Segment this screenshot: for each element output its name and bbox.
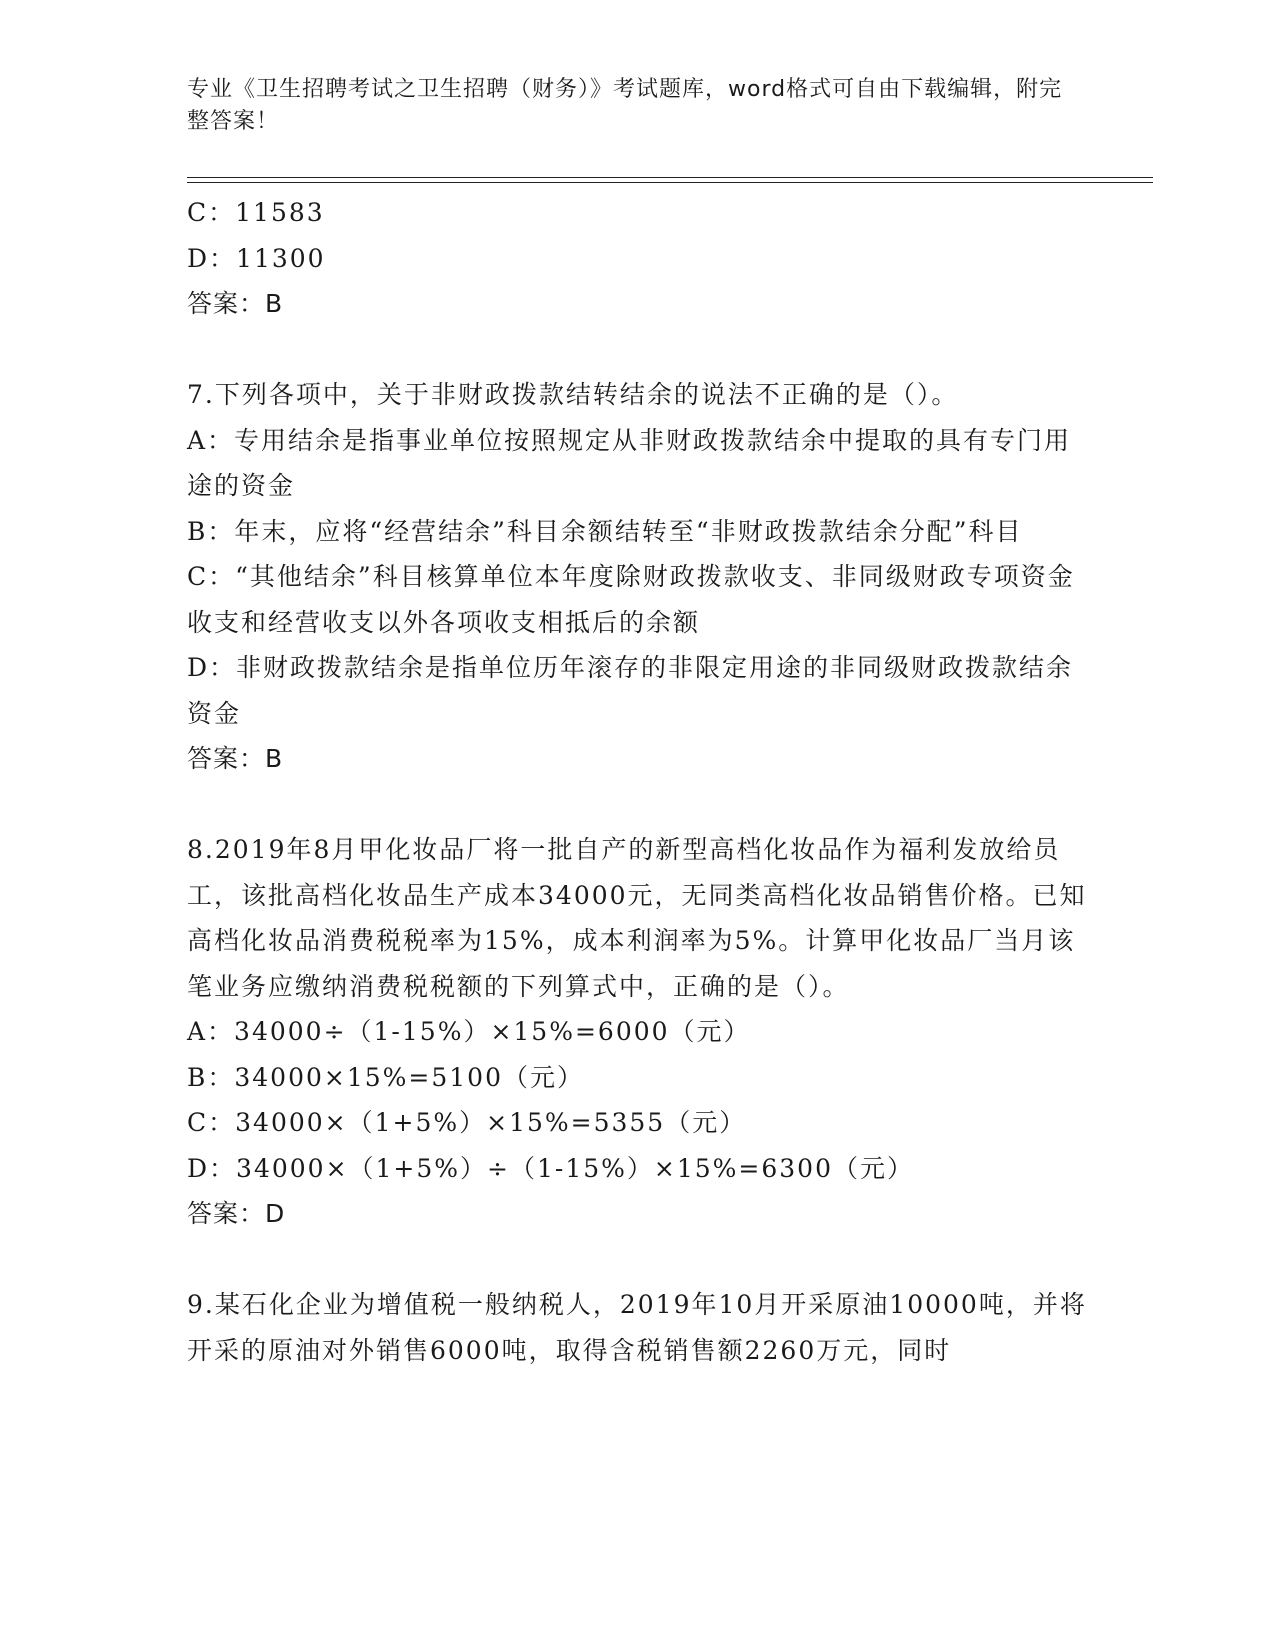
- option-d: D：非财政拨款结余是指单位历年滚存的非限定用途的非同级财政拨款结余资金: [187, 653, 1074, 728]
- option-b: B：34000×15%=5100（元）: [187, 1062, 584, 1092]
- question-6-tail: [187, 190, 1087, 327]
- spacer: [187, 327, 1087, 373]
- option-c: C：“其他结余”科目核算单位本年度除财政拨款收支、非同级财政专项资金收支和经营收支以外各项收支相抵后的余额: [187, 562, 1075, 637]
- option-d: D：34000×（1+5%）÷（1-15%）×15%=6300（元）: [187, 1153, 914, 1183]
- page-header: [187, 74, 1067, 138]
- spacer: [187, 782, 1087, 828]
- question-stem: 9.某石化企业为增值税一般纳税人，2019年10月开采原油10000吨，并将开采的原油对外销售6000吨，取得含税销售额2260万元，同时: [187, 1290, 1087, 1365]
- question-stem: 7.下列各项中，关于非财政拨款结转结余的说法不正确的是（）。: [187, 380, 959, 409]
- option-a: A：34000÷（1-15%）×15%=6000（元）: [187, 1017, 751, 1046]
- question-8: [187, 827, 1087, 1237]
- question-9: [187, 1282, 1087, 1373]
- answer-line: 答案：D: [187, 1199, 286, 1228]
- option-c: C：34000×（1+5%）×15%=5355（元）: [187, 1108, 747, 1137]
- header-text: 专业《卫生招聘考试之卫生招聘（财务）》考试题库，word格式可自由下载编辑，附完整答案！: [187, 77, 1063, 134]
- option-c: C：11583: [187, 198, 325, 227]
- spacer: [187, 1237, 1087, 1283]
- question-stem: 8.2019年8月甲化妆品厂将一批自产的新型高档化妆品作为福利发放给员工，该批高档化妆品生产成本34000元，无同类高档化妆品销售价格。已知高档化妆品消费税税率为15%，成本利润率为5%。计算甲化妆品厂当月该笔业务应缴纳消费税税额的下列算式中，正确的是（）。: [187, 835, 1087, 1001]
- answer-line: 答案：B: [187, 744, 284, 773]
- option-a: A：专用结余是指事业单位按照规定从非财政拨款结余中提取的具有专门用途的资金: [187, 425, 1072, 500]
- header-divider-top: [187, 177, 1153, 178]
- option-b: B：年末，应将“经营结余”科目余额结转至“非财政拨款结余分配”科目: [187, 516, 1023, 546]
- option-d: D：11300: [187, 243, 326, 273]
- header-divider-bottom: [187, 182, 1153, 183]
- answer-line: 答案：B: [187, 289, 284, 318]
- question-7: [187, 372, 1087, 782]
- document-body: [187, 190, 1087, 1373]
